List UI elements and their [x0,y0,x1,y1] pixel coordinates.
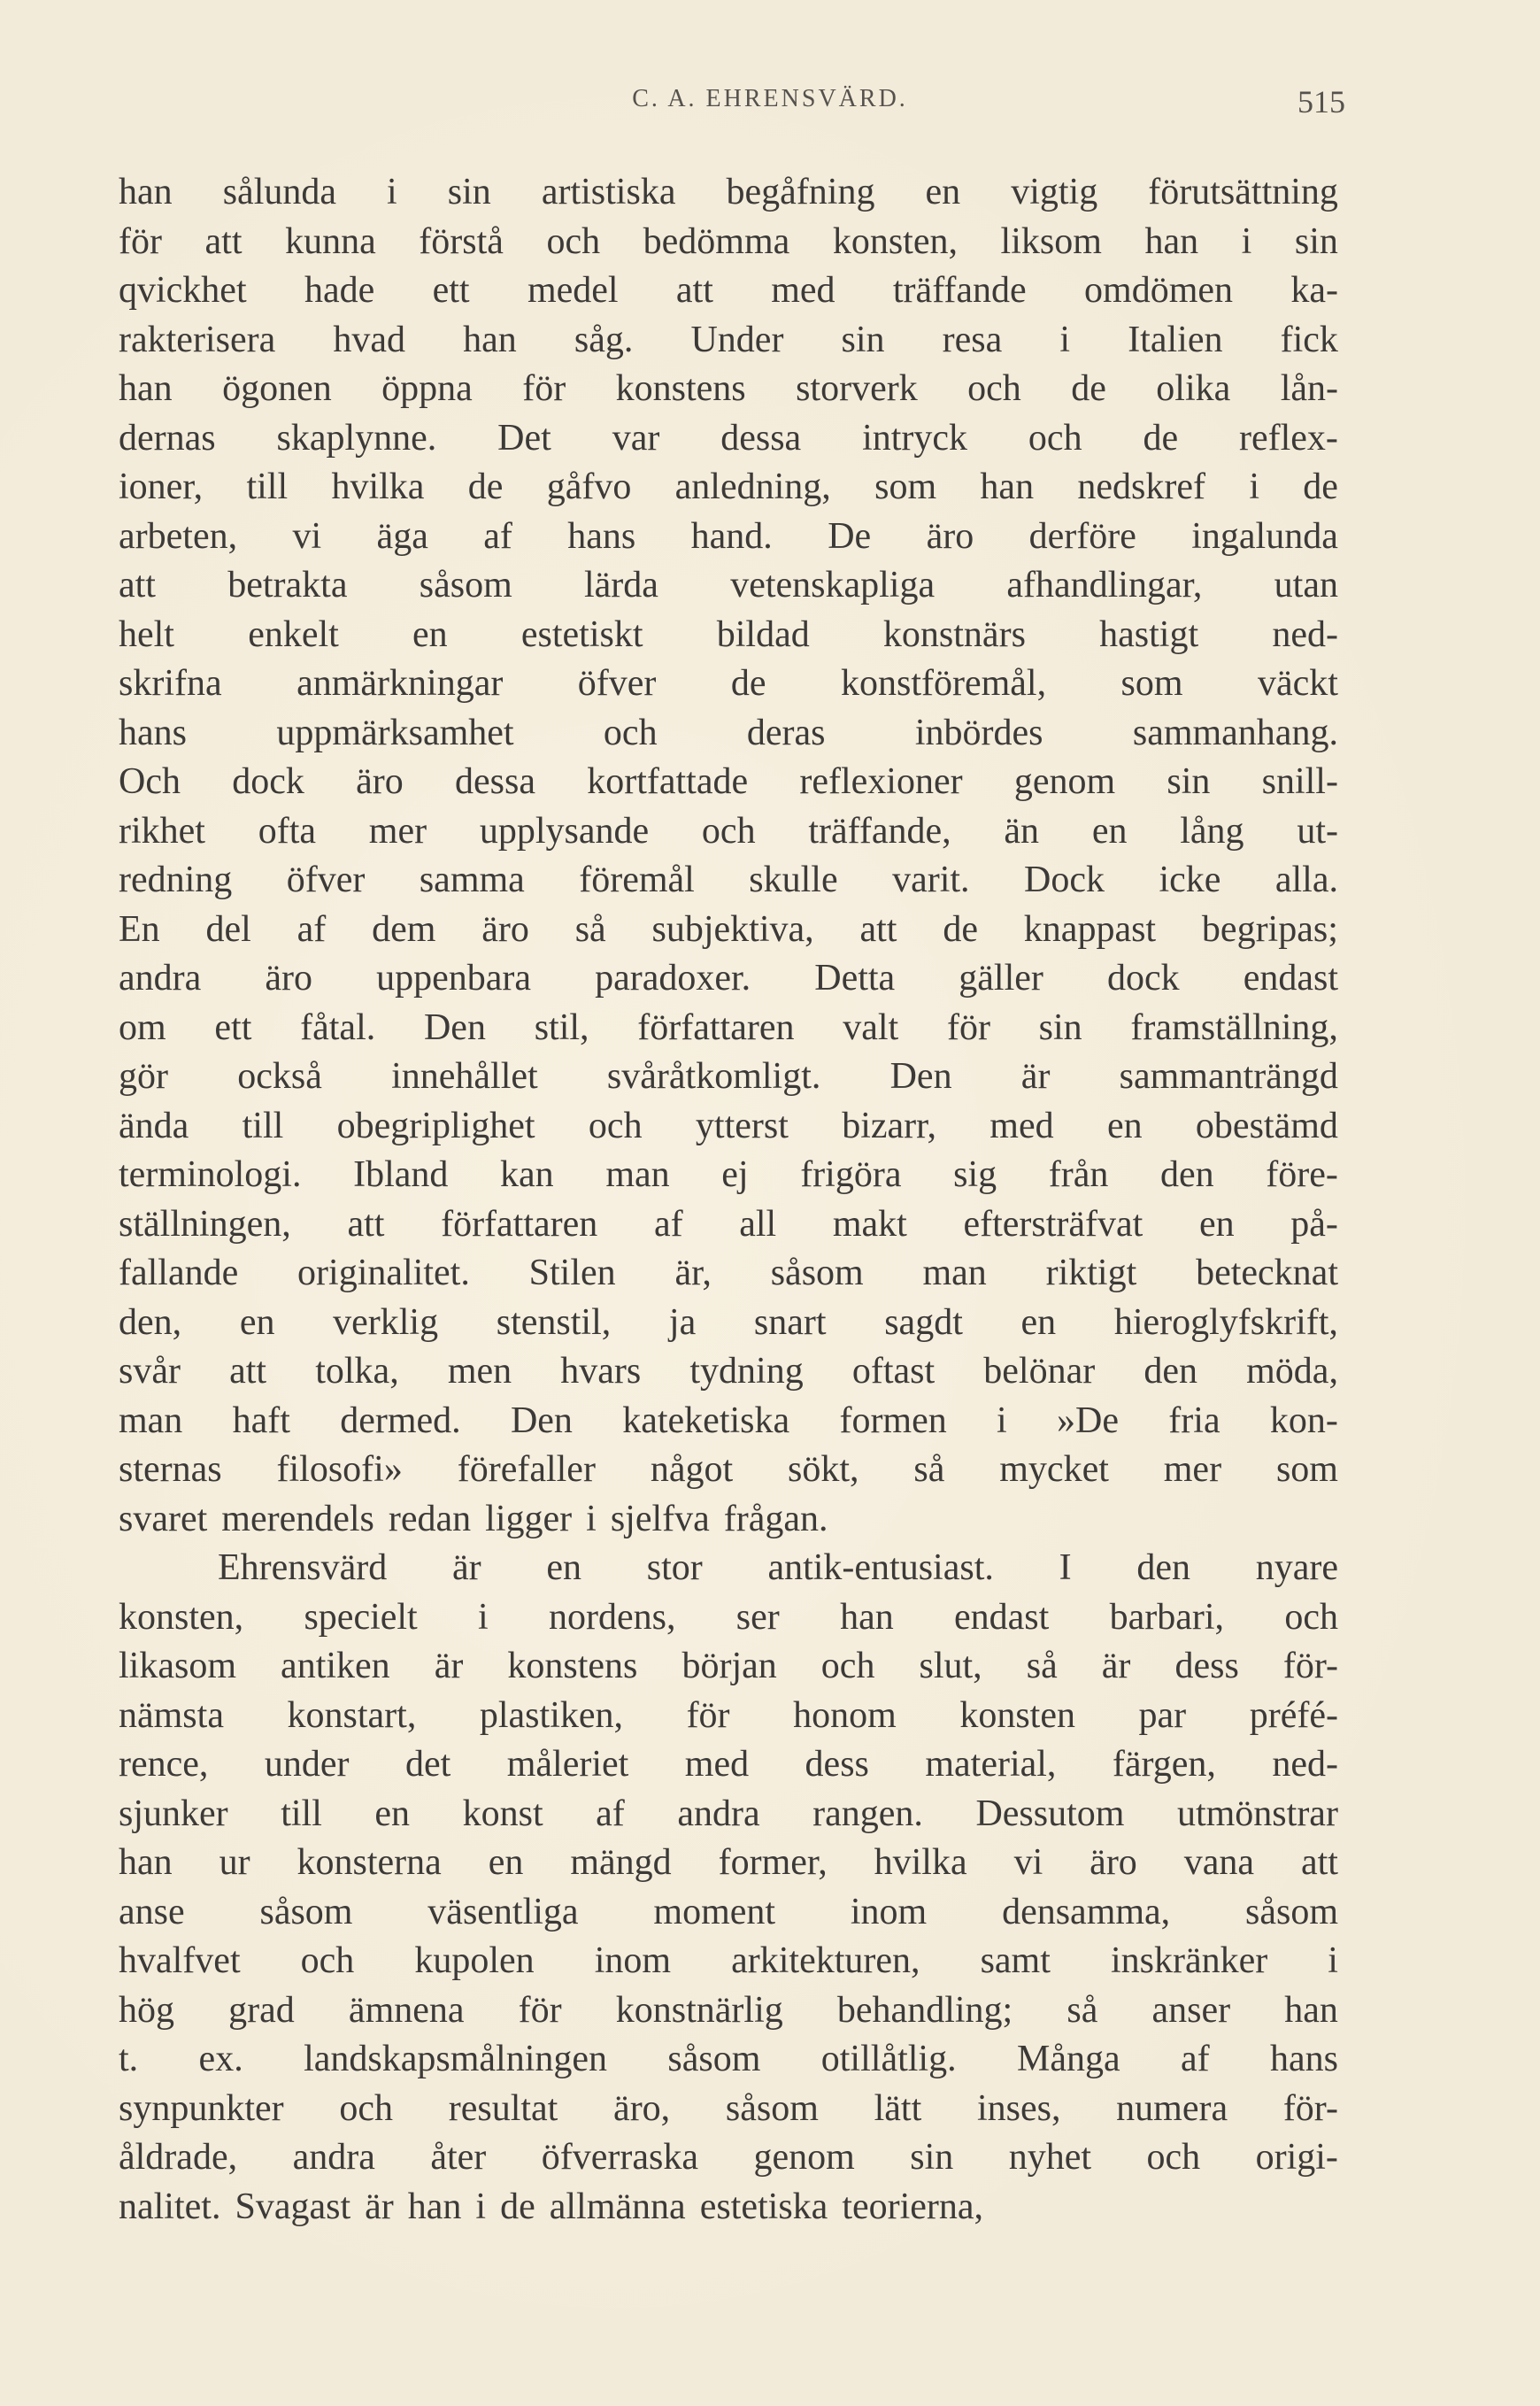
running-head [0,85,1540,138]
text-line: likasom antiken är konstens början och slut, så är dess för- [119,1646,1338,1686]
text-line: man haft dermed. Den kateketiska formen i »De fria kon- [119,1400,1338,1441]
text-line: synpunkter och resultat äro, såsom lätt inses, numera för- [119,2087,1338,2129]
text-line: om ett fåtal. Den stil, författaren valt för sin framställning, [119,1006,1338,1048]
text-line: svår att tolka, men hvars tydning oftast belönar den möda, [119,1351,1338,1392]
text-line: att betrakta såsom lärda vetenskapliga afhandlingar, utan [119,565,1338,605]
text-line: han ur konsterna en mängd former, hvilka vi äro vana att [119,1842,1338,1883]
text-line: svaret merendels redan ligger i sjelfva frågan. [119,1498,828,1539]
text-line: anse såsom väsentliga moment inom densamma, såsom [119,1891,1338,1932]
text-line: ioner, till hvilka de gåfvo anledning, som han nedskref i de [119,467,1338,507]
text-line: Ehrensvärd är en stor antik-entusiast. I den nyare [218,1547,1338,1588]
text-line: helt enkelt en estetiskt bildad konstnärs hastigt ned- [119,613,1338,655]
text-line: terminologi. Ibland kan man ej frigöra sig från den före- [119,1154,1338,1195]
body-text [119,168,1338,2232]
text-line: nämsta konstart, plastiken, för honom konsten par préfé- [119,1694,1338,1736]
text-line: fallande originalitet. Stilen är, såsom man riktigt betecknat [119,1253,1338,1293]
running-title: C. A. EHRENSVÄRD. [632,85,908,112]
text-line: t. ex. landskapsmålningen såsom otillåtlig. Många af hans [119,2039,1338,2079]
text-line: ända till obegriplighet och ytterst bizarr, med en obestämd [119,1105,1338,1146]
text-line: konsten, specielt i nordens, ser han endast barbari, och [119,1596,1338,1638]
text-line: hvalfvet och kupolen inom arkitekturen, samt inskränker i [119,1940,1338,1981]
text-line: sternas filosofi» förefaller något sökt, så mycket mer som [119,1449,1338,1490]
text-line: qvickhet hade ett medel att med träffande omdömen ka- [119,270,1338,311]
text-line: skrifna anmärkningar öfver de konstföremål, som väckt [119,663,1338,704]
text-line: dernas skaplynne. Det var dessa intryck och de reflex- [119,417,1338,459]
text-line: den, en verklig stenstil, ja snart sagdt en hieroglyfskrift, [119,1301,1338,1343]
text-line: han ögonen öppna för konstens storverk och de olika lån- [119,368,1338,409]
text-line: rikhet ofta mer upplysande och träffande, än en lång ut- [119,810,1338,852]
text-line: han sålunda i sin artistiska begåfning en vigtig förutsättning [119,172,1338,212]
text-line: rence, under det måleriet med dess material, färgen, ned- [119,1744,1338,1785]
text-line: hög grad ämnena för konstnärlig behandling; så anser han [119,1989,1338,2031]
text-line: för att kunna förstå och bedömma konsten, liksom han i sin [119,220,1338,262]
text-line: ställningen, att författaren af all makt eftersträfvat en på- [119,1203,1338,1245]
text-line: Och dock äro dessa kortfattade reflexioner genom sin snill- [119,761,1338,802]
text-line: hans uppmärksamhet och deras inbördes sammanhang. [119,712,1338,753]
text-line: åldrade, andra åter öfverraska genom sin nyhet och origi- [119,2137,1338,2178]
text-line: En del af dem äro så subjektiva, att de knappast begripas; [119,908,1338,950]
text-line: nalitet. Svagast är han i de allmänna estetiska teorierna, [119,2186,984,2227]
text-line: andra äro uppenbara paradoxer. Detta gäller dock endast [119,958,1338,999]
text-line: rakterisera hvad han såg. Under sin resa i Italien fick [119,319,1338,360]
text-line: arbeten, vi äga af hans hand. De äro derföre ingalunda [119,515,1338,557]
text-line: sjunker till en konst af andra rangen. Dessutom utmönstrar [119,1793,1338,1834]
text-line: redning öfver samma föremål skulle varit. Dock icke alla. [119,860,1338,900]
page-number: 515 [1297,84,1345,120]
text-line: gör också innehållet svåråtkomligt. Den är sammanträngd [119,1056,1338,1097]
